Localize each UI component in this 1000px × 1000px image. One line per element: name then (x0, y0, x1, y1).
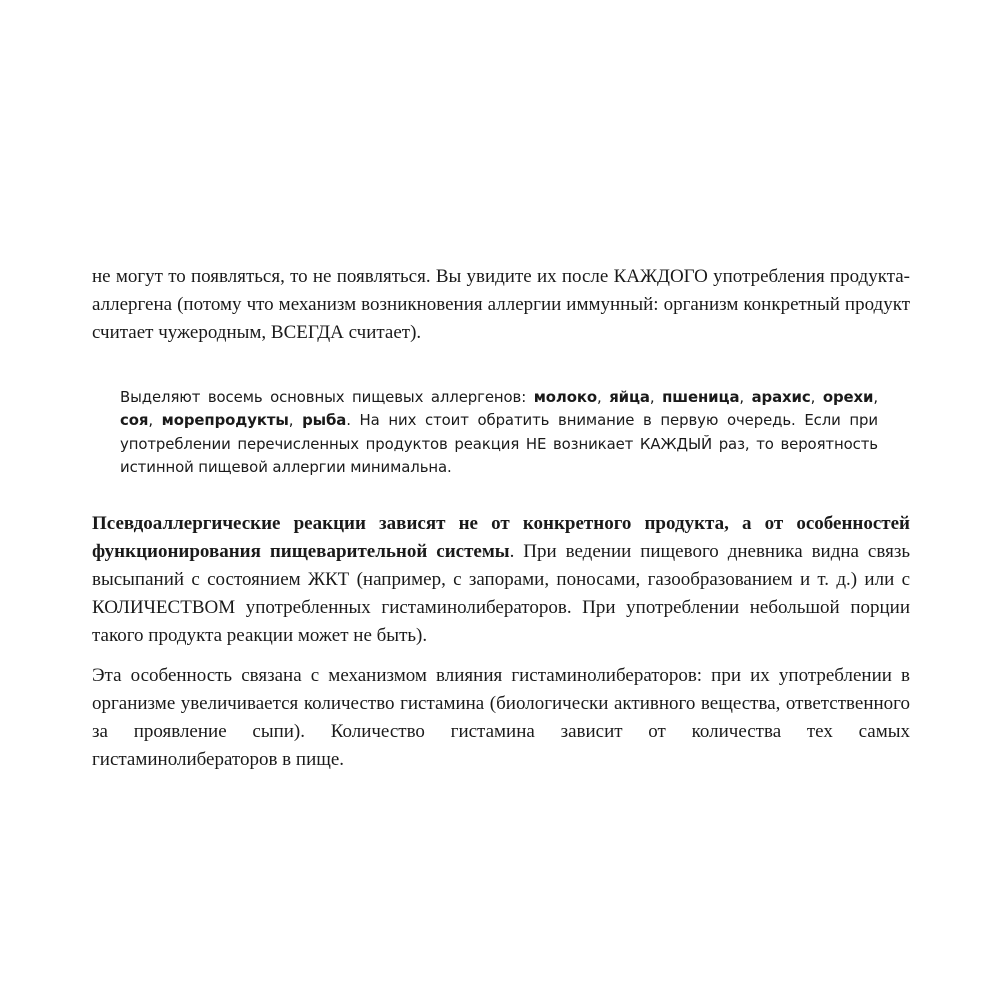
allergen-item: орехи (822, 387, 874, 406)
allergen-item: пшеница (662, 387, 740, 406)
callout-end-mark: . (346, 411, 351, 430)
page-body (92, 263, 910, 774)
paragraph-allergy-intro: не могут то появляться, то не появляться. Вы увидите их после КАЖДОГО употребления продукта-аллергена (потому что механизм возникновения аллергии иммунный: организм конкретный продукт считает чужеродным, ВСЕГДА считает). (92, 266, 910, 344)
paragraph-histamine: Эта особенность связана с механизмом влияния гистаминолибераторов: при их употреблении в организме увеличивается количество гистамина (биологически активного вещества, ответственного за проявление сыпи). Количество гистамина зависит от количества тех самых гистаминолибераторов в пище. (92, 664, 910, 771)
callout-intro: Выделяют восемь основных пищевых аллергенов: (120, 387, 534, 406)
allergen-item: морепродукты (161, 411, 289, 430)
allergen-item: яйца (609, 387, 650, 406)
allergens-callout (120, 386, 878, 480)
callout-rest: На них стоит обратить внимание в первую очередь. Если при употреблении перечисленных продуктов реакция НЕ возникает КАЖДЫЙ раз, то вероятность истинной пищевой аллергии минимальна. (120, 411, 878, 477)
paragraph-pseudoallergy (92, 510, 910, 651)
pseudoallergy-lead: Псевдоаллергические реакции зависят не от конкретного продукта, а от особенностей функционирования пищеварительной системы (92, 512, 910, 562)
pseudoallergy-rest: . При ведении пищевого дневника видна связь высыпаний с состоянием ЖКТ (например, с запорами, поносами, газообразованием и т. д.) или с КОЛИЧЕСТВОМ употребленных гистаминолибераторов. При употреблении небольшой порции такого продукта реакции может не быть). (92, 540, 910, 647)
allergen-list: молоко, яйца, пшеница, арахис, орехи, соя, морепродукты, рыба (120, 387, 878, 430)
allergen-item: рыба (302, 411, 347, 430)
allergen-item: арахис (751, 387, 811, 406)
allergen-item: молоко (533, 387, 597, 406)
allergen-item: соя (120, 411, 149, 430)
